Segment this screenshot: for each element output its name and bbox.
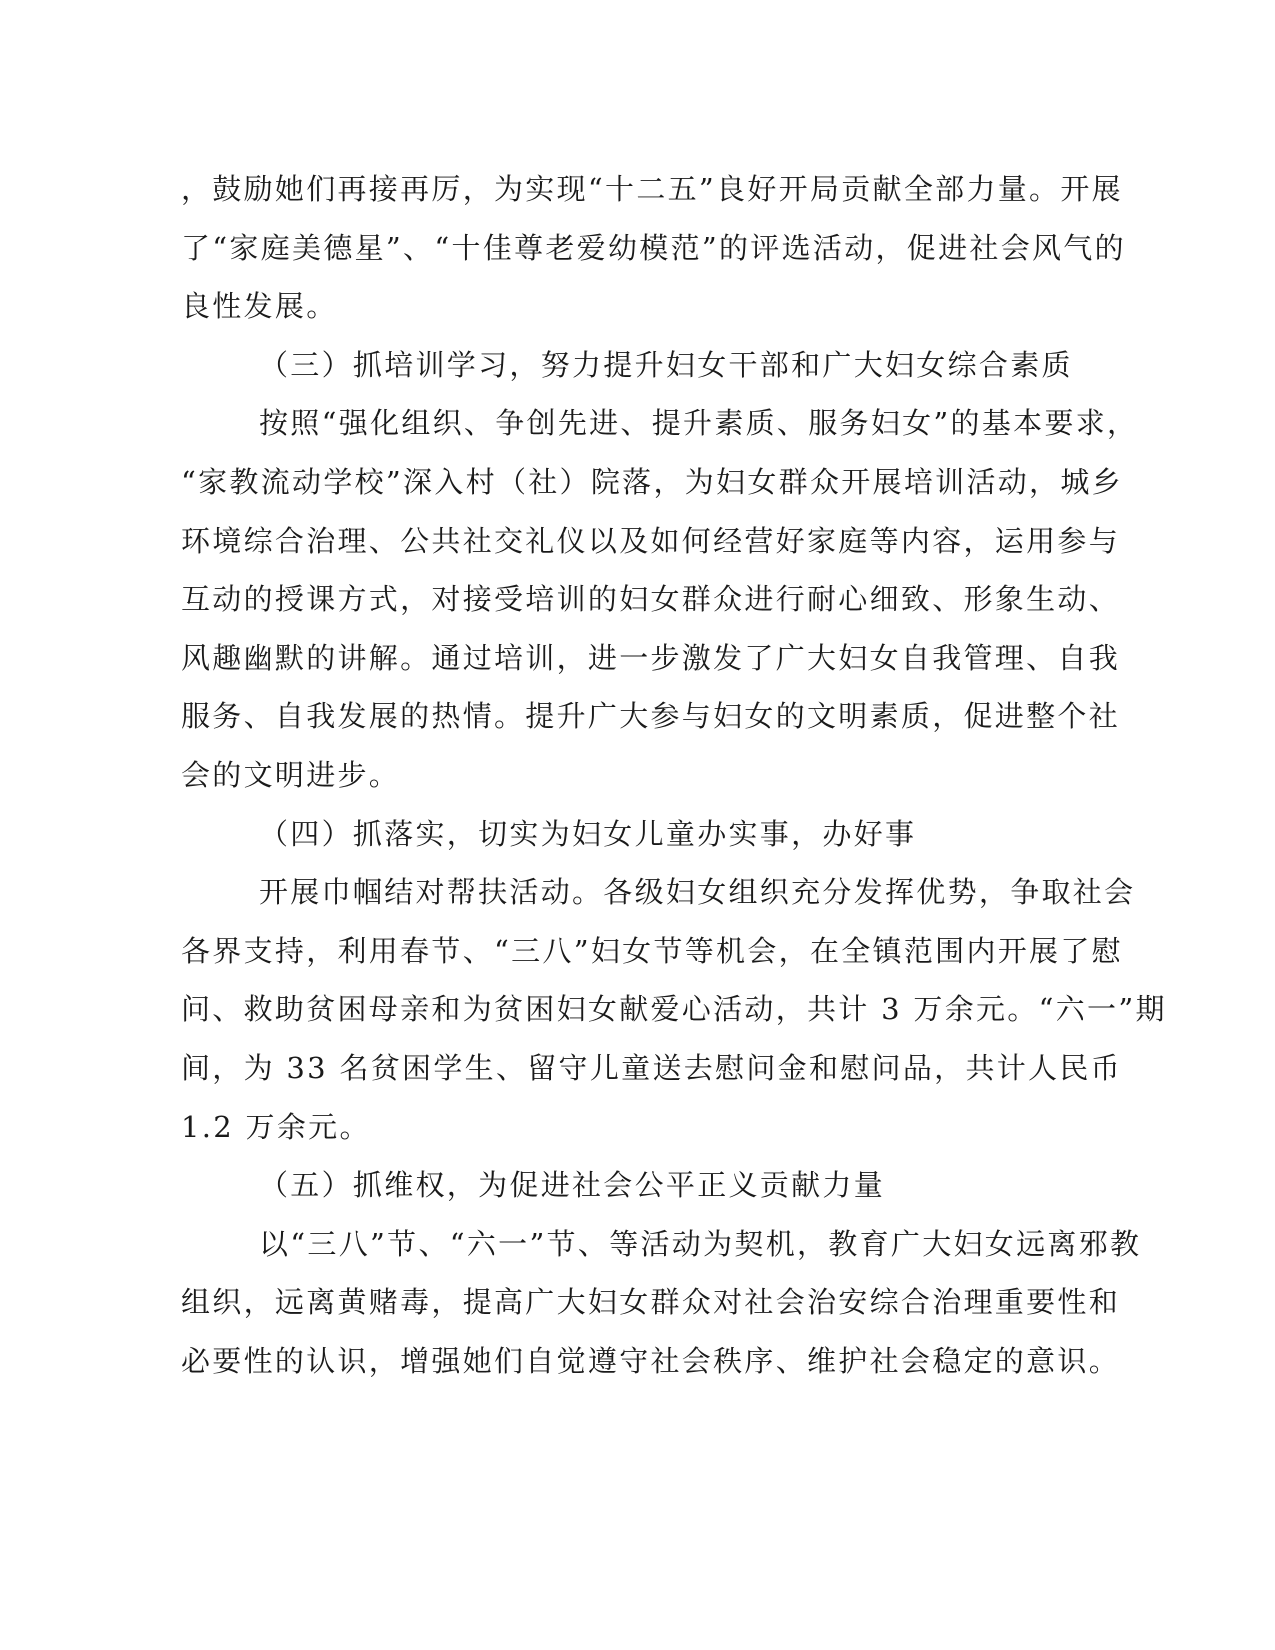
text-line: ，鼓励她们再接再厉，为实现“十二五”良好开局贡献全部力量。开展 [181,172,1123,206]
text-line: 必要性的认识，增强她们自觉遵守社会秩序、维护社会稳定的意识。 [181,1343,1121,1378]
paragraph-start: 开展巾帼结对帮扶活动。各级妇女组织充分发挥优势，争取社会 [259,875,1136,910]
paragraph-start: 以“三八”节、“六一”节、等活动为契机，教育广大妇女远离邪教 [259,1226,1142,1261]
text-line: 良性发展。 [181,289,338,324]
section-heading-5: （五）抓维权，为促进社会公平正义贡献力量 [259,1168,886,1203]
text-line: 风趣幽默的讲解。通过培训，进一步激发了广大妇女自我管理、自我 [181,640,1121,675]
text-line: 会的文明进步。 [181,757,401,792]
text-line: 互动的授课方式，对接受培训的妇女群众进行耐心细致、形象生动、 [181,582,1121,617]
section-heading-4: （四）抓落实，切实为妇女儿童办实事，办好事 [259,816,917,851]
text-line: “家教流动学校”深入村（社）院落，为妇女群众开展培训活动，城乡 [181,464,1123,499]
text-line: 服务、自我发展的热情。提升广大参与妇女的文明素质，促进整个社 [181,699,1121,734]
section-heading-3: （三）抓培训学习，努力提升妇女干部和广大妇女综合素质 [259,347,1073,382]
text-line: 了“家庭美德星”、“十佳尊老爱幼模范”的评选活动，促进社会风气的 [181,230,1126,265]
text-line: 各界支持，利用春节、“三八”妇女节等机会，在全镇范围内开展了慰 [181,933,1123,968]
body-text [181,160,1167,1390]
paragraph-start: 按照“强化组织、争创先进、提升素质、服务妇女”的基本要求， [259,406,1139,441]
text-line: 间，为 33 名贫困学生、留守儿童送去慰问金和慰问品，共计人民币 [181,1050,1122,1085]
text-line: 组织，远离黄赌毒，提高广大妇女群众对社会治安综合治理重要性和 [181,1285,1121,1320]
text-line: 1.2 万余元。 [181,1109,371,1144]
text-line: 问、救助贫困母亲和为贫困妇女献爱心活动，共计 3 万余元。“六一”期 [181,992,1167,1027]
text-line: 环境综合治理、公共社交礼仪以及如何经营好家庭等内容，运用参与 [181,523,1121,558]
